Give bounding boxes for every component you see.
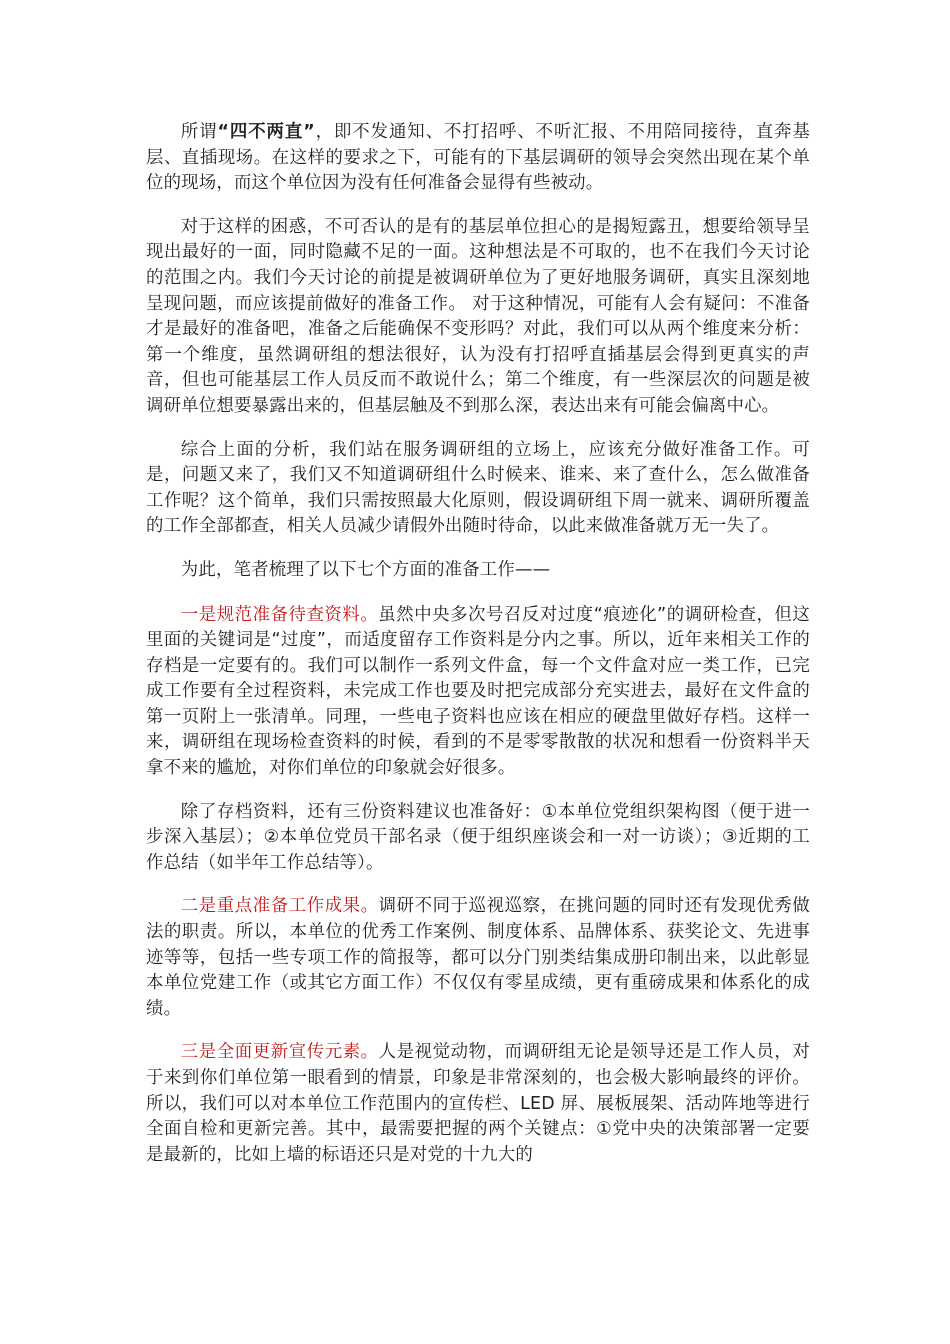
paragraph-1-prefix: 所谓: [180, 122, 218, 142]
paragraph-5: [146, 603, 810, 782]
section-heading-3: 三是全面更新宣传元素。: [180, 1042, 379, 1063]
section-heading-2: 二是重点准备工作成果。: [180, 896, 379, 917]
paragraph-1-text: ，即不发通知、不打招呼、不听汇报、不用陪同接待，直奔基层、直插现场。在这样的要求之下，可能有的下基层调研的领导会突然出现在某个单位的现场，而这个单位因为没有任何准备会显得有些被动。: [146, 122, 811, 194]
paragraph-2-text: 对于这样的困惑，不可否认的是有的基层单位担心的是揭短露丑，想要给领导呈现出最好的一面，同时隐藏不足的一面。这种想法是不可取的，也不在我们今天讨论的范围之内。我们今天讨论的前提是被调研单位为了更好地服务调研，真实且深刻地呈现问题，而应该提前做好的准备工作。 对于这种情况，可能有人会有疑问：不准备才是最好的准备吧，准备之后能确保不变形吗？对此，我们可以从两个维度来分析：第一个维度，虽然调研组的想法很好，认为没有打招呼直插基层会得到更真实的声音，但也可能基层工作人员反而不敢说什么；第二个维度，有一些深层次的问题是被调研单位想要暴露出来的，但基层触及不到那么深，表达出来有可能会偏离中心。: [146, 216, 810, 416]
paragraph-6-text: 除了存档资料，还有三份资料建议也准备好：①本单位党组织架构图（便于进一步深入基层）；②本单位党员干部名录（便于组织座谈会和一对一访谈）；③近期的工作总结（如半年工作总结等）。: [146, 801, 810, 873]
paragraph-2: [146, 215, 810, 420]
paragraph-7: [146, 894, 810, 1022]
paragraph-4: [146, 558, 810, 584]
document-body: [146, 120, 810, 1186]
paragraph-8-text: 人是视觉动物，而调研组无论是领导还是工作人员，对于来到你们单位第一眼看到的情景，印象是非常深刻的，也会极大影响最终的评价。所以，我们可以对本单位工作范围内的宣传栏、LED 屏、展板展架、活动阵地等进行全面自检和更新完善。其中，最需要把握的两个关键点：①党中央的决策部署一定要是最新的，比如上墙的标语还只是对党的十九大的: [146, 1042, 810, 1165]
paragraph-3: [146, 438, 810, 540]
paragraph-1-keyword: “四不两直”: [217, 122, 315, 142]
paragraph-4-text: 为此，笔者梳理了以下七个方面的准备工作——: [180, 559, 551, 580]
paragraph-3-text: 综合上面的分析，我们站在服务调研组的立场上，应该充分做好准备工作。可是，问题又来了，我们又不知道调研组什么时候来、谁来、来了查什么，怎么做准备工作呢？这个简单，我们只需按照最大化原则，假设调研组下周一就来、调研所覆盖的工作全部都查，相关人员减少请假外出随时待命，以此来做准备就万无一失了。: [146, 439, 810, 537]
paragraph-1: [146, 120, 810, 197]
paragraph-8: [146, 1040, 810, 1168]
paragraph-5-text: 虽然中央多次号召反对过度“痕迹化”的调研检查，但这里面的关键词是“过度”，而适度留存工作资料是分内之事。所以，近年来相关工作的存档是一定要有的。我们可以制作一系列文件盒，每一个文件盒对应一类工作，已完成工作要有全过程资料，未完成工作也要及时把完成部分充实进去，最好在文件盒的第一页附上一张清单。同理，一些电子资料也应该在相应的硬盘里做好存档。这样一来，调研组在现场检查资料的时候，看到的不是零零散散的状况和想看一份资料半天拿不来的尴尬，对你们单位的印象就会好很多。: [146, 604, 811, 779]
paragraph-6: [146, 800, 810, 877]
paragraph-7-text: 调研不同于巡视巡察，在挑问题的同时还有发现优秀做法的职责。所以，本单位的优秀工作案例、制度体系、品牌体系、获奖论文、先进事迹等等，包括一些专项工作的简报等，都可以分门别类结集成册印制出来，以此彰显本单位党建工作（或其它方面工作）不仅仅有零星成绩，更有重磅成果和体系化的成绩。: [146, 896, 810, 1019]
section-heading-1: 一是规范准备待查资料。: [180, 604, 379, 625]
